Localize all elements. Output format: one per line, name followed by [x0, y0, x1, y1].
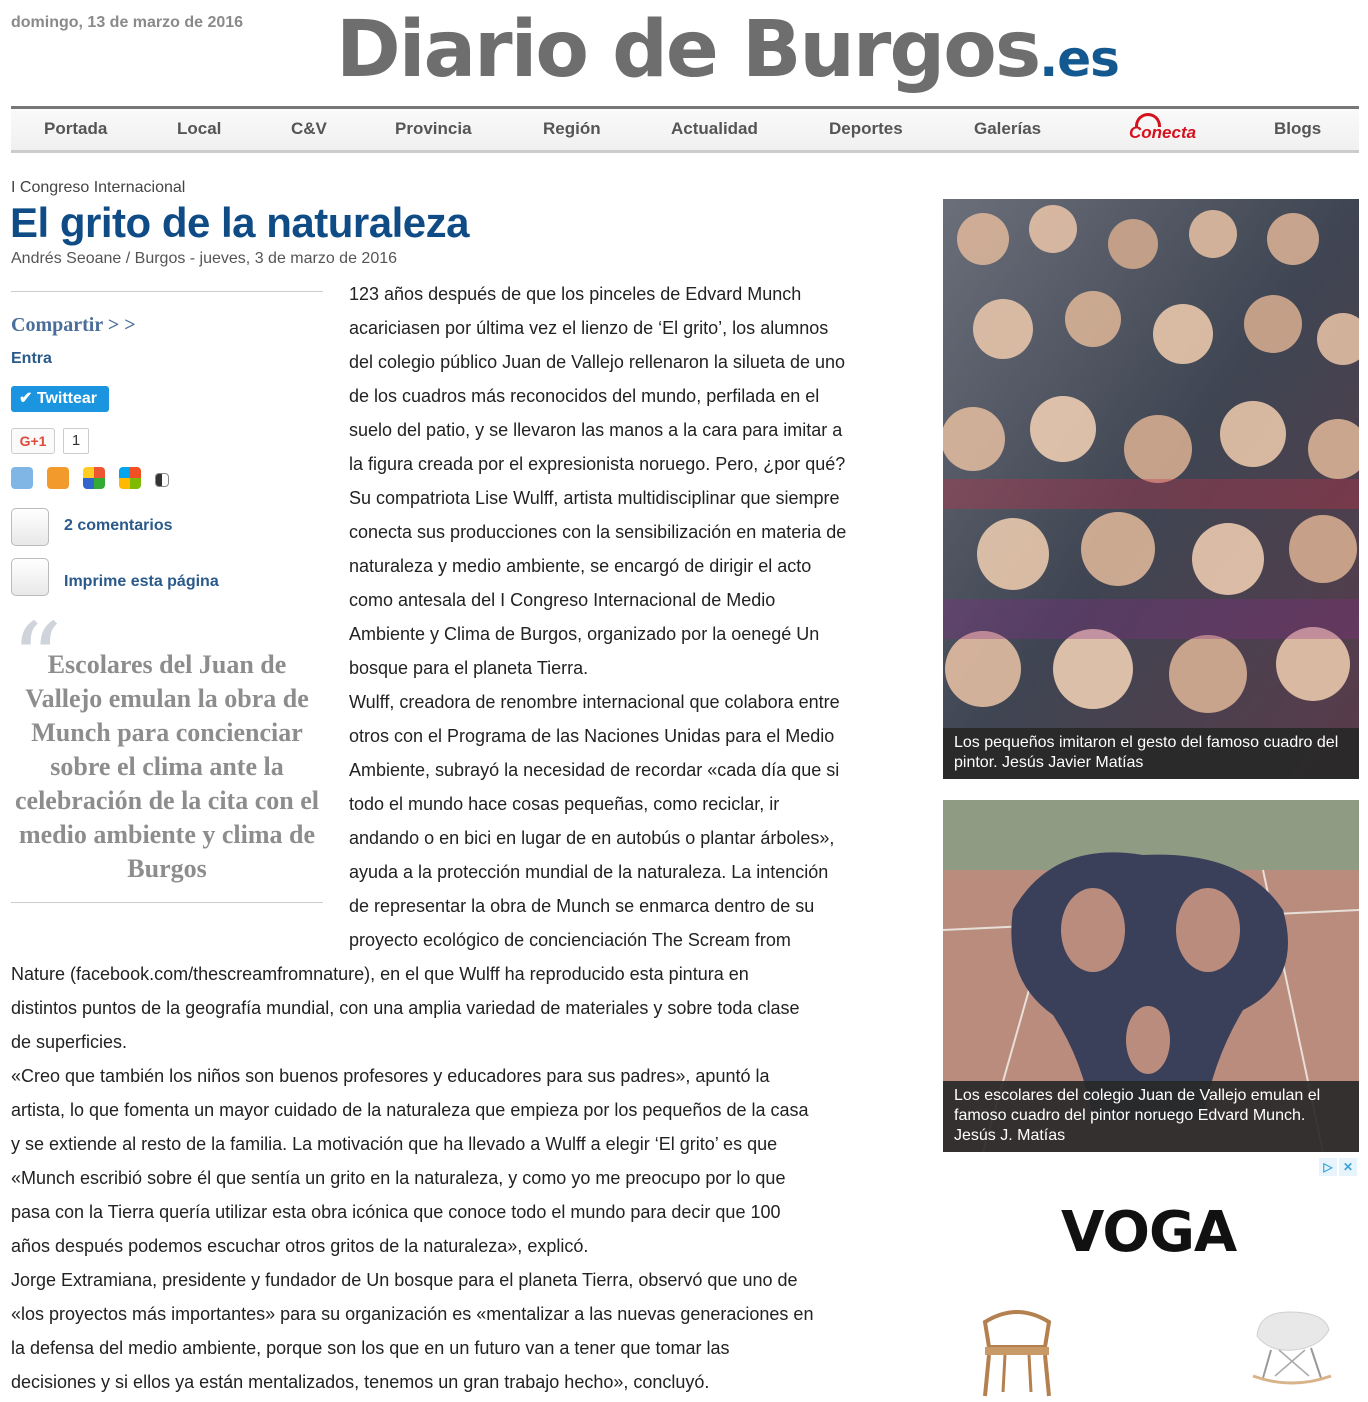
print-icon[interactable]	[11, 558, 49, 596]
windows-live-icon[interactable]	[119, 467, 141, 489]
entra-link[interactable]: Entra	[11, 350, 52, 367]
gplus-button[interactable]: G+1	[11, 428, 55, 454]
photo-scream-silhouette[interactable]	[943, 800, 1359, 1152]
body-line: «Munch escribió sobre él que sentía un grito en la naturaleza, y como yo me preocupo por lo que	[11, 1168, 786, 1188]
article-byline: Andrés Seoane / Burgos - jueves, 3 de marzo de 2016	[11, 250, 398, 267]
meneame-icon[interactable]	[11, 467, 33, 489]
body-line: artista, lo que fomenta un mayor cuidado de la naturaleza que empieza por los pequeños de la casa	[11, 1100, 809, 1120]
delicious-icon[interactable]	[47, 467, 69, 489]
body-line: suelo del patio, y se llevaron las manos a la cara para imitar a	[349, 420, 843, 440]
quote-mark-icon: “	[11, 601, 63, 718]
article-body-full	[11, 957, 911, 1399]
photo-caption-1: Los pequeños imitaron el gesto del famoso cuadro del pintor. Jesús Javier Matías	[943, 728, 1359, 779]
body-line: naturaleza y medio ambiente, se encargó de dirigir el acto	[349, 556, 812, 576]
body-line: Wulff, creadora de renombre internacional que colabora entre	[349, 692, 840, 712]
social-icons	[11, 467, 169, 489]
advertisement[interactable]	[943, 1156, 1359, 1402]
nav-portada[interactable]: Portada	[44, 119, 108, 138]
body-line: del colegio público Juan de Vallejo rellenaron la silueta de uno	[349, 352, 846, 372]
body-line: ayuda a la protección mundial de la naturaleza. La intención	[349, 862, 829, 882]
body-line: 123 años después de que los pinceles de Edvard Munch	[349, 284, 802, 304]
print-link[interactable]: Imprime esta página	[64, 573, 219, 590]
nav-conecta[interactable]: Conecta	[1129, 123, 1197, 142]
body-line: todo el mundo hace cosas pequeñas, como reciclar, ir	[349, 794, 780, 814]
logo-tld: .es	[1039, 30, 1119, 88]
ad-brand: VOGA	[1061, 1200, 1237, 1265]
main-nav	[11, 106, 1359, 153]
photo-children-scream[interactable]	[943, 199, 1359, 779]
body-line: decisiones y si ellos ya están mentalizados, tenemos un gran trabajo hecho», concluyó.	[11, 1372, 710, 1392]
body-line: distintos puntos de la geografía mundial, con una amplia variedad de materiales y sobre toda clase	[11, 998, 800, 1018]
body-line: proyecto ecológico de concienciación The Scream from	[349, 930, 791, 950]
photo-children-scream-image	[943, 199, 1359, 779]
body-line: y se extiende al resto de la familia. La motivación que ha llevado a Wulff a elegir ‘El grito’ es que	[11, 1134, 778, 1154]
nav-deportes[interactable]: Deportes	[829, 119, 903, 138]
share-title[interactable]: Compartir > >	[11, 314, 136, 336]
article-body-column	[349, 277, 909, 957]
twitter-bird-icon: ✔	[19, 390, 37, 407]
nav-cv[interactable]: C&V	[291, 119, 327, 138]
body-line: la defensa del medio ambiente, porque son los que en un futuro van a tener que tomar las	[11, 1338, 730, 1358]
body-line: «Creo que también los niños son buenos profesores y educadores para sus padres», apuntó la	[11, 1066, 770, 1086]
body-line: Ambiente, subrayó la necesidad de recordar «cada día que si	[349, 760, 840, 780]
photo-caption-2: Los escolares del colegio Juan de Vallejo emulan el famoso cuadro del pintor noruego Edvard Munch. Jesús J. Matías	[943, 1081, 1359, 1152]
pull-quote: Escolares del Juan de Vallejo emulan la obra de Munch para concienciar sobre el clima ante la celebración de la cita con el medio ambiente y clima de Burgos	[15, 650, 319, 883]
nav-local[interactable]: Local	[177, 119, 222, 138]
ad-controls	[1319, 1158, 1357, 1176]
body-line: de representar la obra de Munch se enmarca dentro de su	[349, 896, 815, 916]
gplus-count: 1	[63, 428, 89, 454]
header-date: domingo, 13 de marzo de 2016	[11, 14, 244, 31]
body-line: andando o en bici en lugar de en autobús o plantar árboles»,	[349, 828, 835, 848]
nav-provincia[interactable]: Provincia	[395, 119, 472, 138]
body-line: acariciasen por última vez el lienzo de ‘El grito’, los alumnos	[349, 318, 829, 338]
article-kicker: I Congreso Internacional	[11, 179, 186, 196]
body-line: Jorge Extramiana, presidente y fundador de Un bosque para el planeta Tierra, observó que uno de	[11, 1270, 798, 1290]
body-line: otros con el Programa de las Naciones Unidas para el Medio	[349, 726, 835, 746]
body-line: Ambiente y Clima de Burgos, organizado por la oenegé Un	[349, 624, 820, 644]
body-line: bosque para el planeta Tierra.	[349, 658, 589, 678]
site-logo[interactable]	[336, 0, 1119, 110]
twitter-label: Twittear	[36, 390, 98, 407]
nav-region[interactable]: Región	[543, 119, 601, 138]
nav-galerias[interactable]: Galerías	[974, 119, 1042, 138]
comments-icon[interactable]	[11, 508, 49, 546]
body-line: «los proyectos más importantes» para su organización es «mentalizar a las nuevas generaciones en	[11, 1304, 814, 1324]
body-line: de superficies.	[11, 1032, 128, 1052]
logo-main: Diario de Burgos	[336, 5, 1040, 95]
chair-wood-icon	[975, 1302, 1059, 1398]
body-line: conecta sus producciones con la sensibilización en materia de	[349, 522, 847, 542]
article-title: El grito de la naturaleza	[10, 199, 469, 246]
ad-choices-icon[interactable]: ▷	[1319, 1158, 1337, 1176]
ad-close-icon[interactable]: ✕	[1339, 1158, 1357, 1176]
share-tools	[11, 291, 323, 590]
body-line: la figura creada por el expresionista noruego. Pero, ¿por qué?	[349, 454, 846, 474]
google-bookmarks-icon[interactable]	[83, 467, 105, 489]
body-line: Nature (facebook.com/thescreamfromnature), en el que Wulff ha reproducido esta pintura en	[11, 964, 749, 984]
pull-quote-divider	[11, 902, 323, 903]
chair-rocking-icon	[1249, 1306, 1335, 1390]
body-line: de los cuadros más reconocidos del mundo, perfilada en el	[349, 386, 820, 406]
twitter-button[interactable]	[11, 386, 109, 412]
delicious-square-icon[interactable]	[155, 473, 169, 487]
comments-link[interactable]: 2 comentarios	[64, 517, 173, 534]
nav-actualidad[interactable]: Actualidad	[671, 119, 758, 138]
body-line: como antesala del I Congreso Internacional de Medio	[349, 590, 776, 610]
body-line: pasa con la Tierra quería utilizar esta obra icónica que conoce todo el mundo para decir que 100	[11, 1202, 781, 1222]
body-line: años después podemos escuchar otros gritos de la naturaleza», explicó.	[11, 1236, 589, 1256]
nav-blogs[interactable]: Blogs	[1274, 119, 1322, 138]
body-line: Su compatriota Lise Wulff, artista multidisciplinar que siempre	[349, 488, 840, 508]
